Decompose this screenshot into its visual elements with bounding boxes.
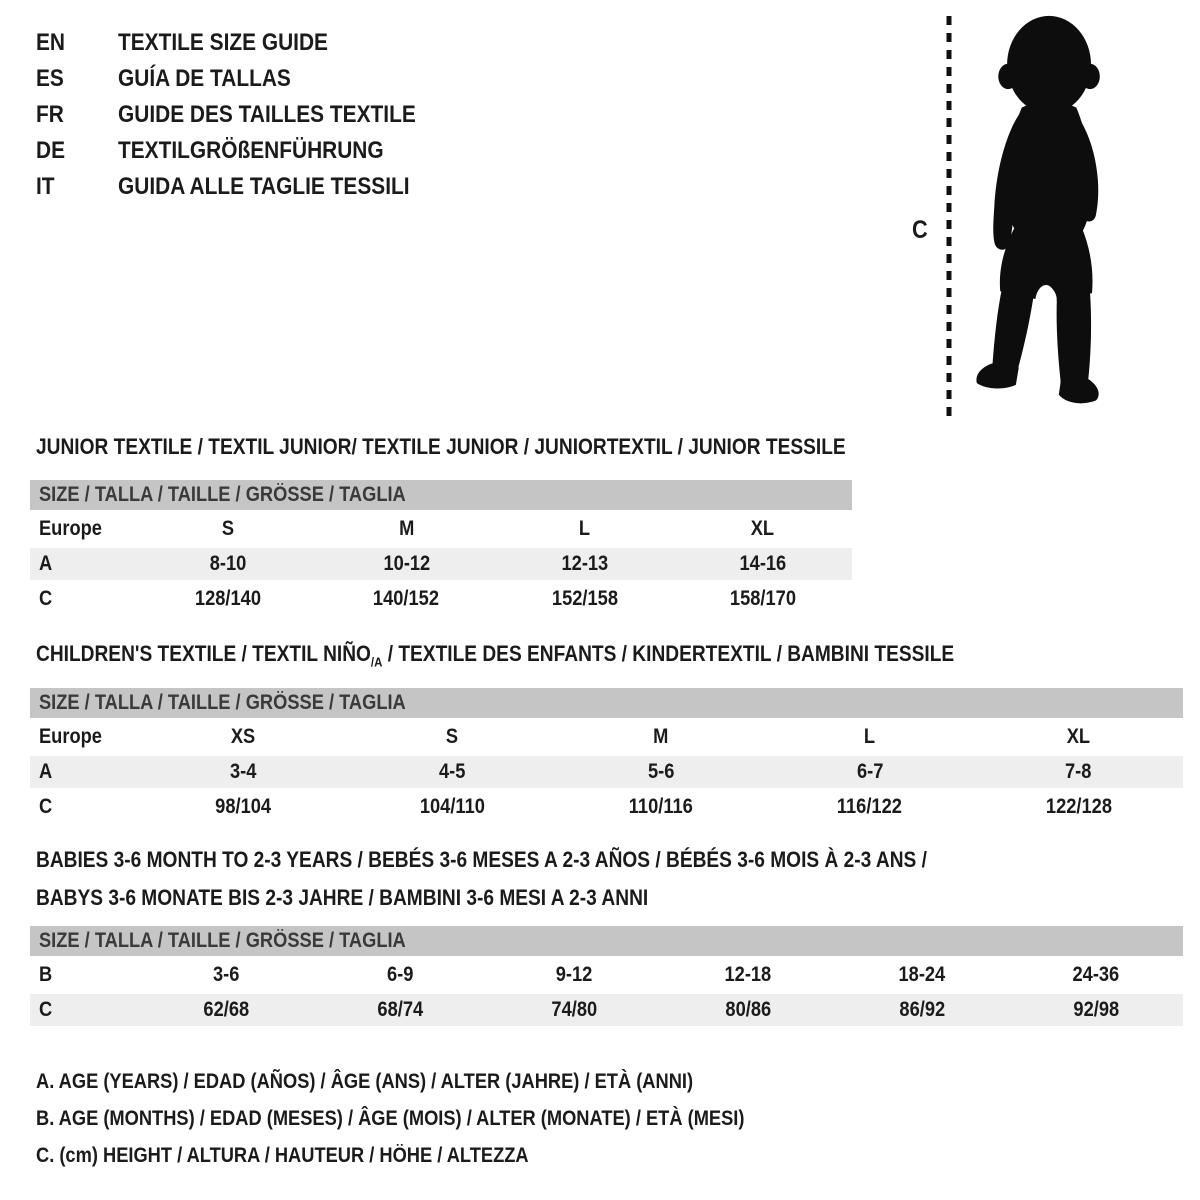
table-cell: 24-36	[1072, 963, 1120, 986]
table-cell: 110/116	[628, 795, 693, 818]
table-cell: 116/122	[837, 795, 903, 818]
table-cell: 140/152	[373, 587, 440, 610]
language-code: IT	[36, 173, 55, 200]
table-cell: 4-5	[438, 760, 466, 783]
size-header-label: SIZE / TALLA / TAILLE / GRÖSSE / TAGLIA	[39, 691, 406, 714]
language-code: EN	[36, 29, 66, 56]
table-cell: 12-13	[561, 552, 608, 575]
language-title: GUÍA DE TALLAS	[118, 65, 291, 92]
row-label: A	[39, 552, 53, 575]
size-header-band	[30, 926, 1183, 956]
table-cell: M	[398, 517, 414, 540]
table-cell: 68/74	[377, 998, 423, 1021]
row-label: C	[39, 795, 53, 818]
table-cell: 6-7	[856, 760, 883, 783]
children-title-suffix: / TEXTILE DES ENFANTS / KINDERTEXTIL / BAMBINI TESSILE	[382, 641, 955, 666]
table-cell: 98/104	[215, 795, 272, 818]
table-cell: 80/86	[725, 998, 771, 1021]
table-cell: 10-12	[383, 552, 430, 575]
row-label: Europe	[39, 517, 102, 540]
language-title: TEXTILGRÖßENFÜHRUNG	[118, 137, 384, 164]
language-row-it	[36, 169, 460, 205]
table-row-europe	[30, 513, 852, 545]
measurement-legend	[36, 1063, 850, 1174]
language-title: GUIDE DES TAILLES TEXTILE	[118, 101, 416, 128]
table-cell: S	[222, 517, 235, 540]
language-code: ES	[36, 65, 64, 92]
children-section-title	[36, 641, 1091, 669]
language-code: FR	[36, 101, 64, 128]
table-cell: 8-10	[209, 552, 247, 575]
babies-section-title-line2: BABYS 3-6 MONATE BIS 2-3 JAHRE / BAMBINI 3-6 MESI A 2-3 ANNI	[36, 885, 649, 910]
size-header-label: SIZE / TALLA / TAILLE / GRÖSSE / TAGLIA	[39, 483, 406, 506]
silhouette-leg-left	[992, 287, 1033, 369]
size-header-label: SIZE / TALLA / TAILLE / GRÖSSE / TAGLIA	[39, 929, 406, 952]
table-cell: S	[446, 725, 459, 748]
junior-size-table	[30, 480, 852, 615]
legend-line-b: B. AGE (MONTHS) / EDAD (MESES) / ÂGE (MOIS) / ALTER (MONATE) / ETÀ (MESI)	[36, 1106, 745, 1130]
silhouette-head	[1007, 16, 1091, 114]
language-title: GUIDA ALLE TAGLIE TESSILI	[118, 173, 410, 200]
language-title: TEXTILE SIZE GUIDE	[118, 29, 328, 56]
table-cell: 158/170	[729, 587, 796, 610]
table-cell: 74/80	[551, 998, 597, 1021]
table-row-height	[30, 791, 1183, 823]
babies-size-table	[30, 926, 1183, 1026]
table-cell: 62/68	[203, 998, 249, 1021]
children-title-prefix: CHILDREN'S TEXTILE / TEXTIL NIÑO	[36, 641, 371, 666]
row-label: A	[39, 760, 53, 783]
table-cell: 14-16	[739, 552, 787, 575]
language-row-de	[36, 133, 460, 169]
language-code: DE	[36, 137, 66, 164]
table-cell: 9-12	[555, 963, 593, 986]
silhouette-foot-left	[976, 363, 1018, 388]
children-title-text	[36, 641, 954, 669]
language-row-en	[36, 25, 460, 61]
size-header-band	[30, 688, 1183, 718]
table-row-europe	[30, 721, 1183, 753]
table-cell: XS	[231, 725, 256, 748]
table-row-height	[30, 994, 1183, 1026]
row-label: C	[39, 998, 53, 1021]
table-row-age-years	[30, 756, 1183, 788]
table-row-age-months	[30, 959, 1183, 991]
babies-section-title-line1: BABIES 3-6 MONTH TO 2-3 YEARS / BEBÉS 3-6 MESES A 2-3 AÑOS / BÉBÉS 3-6 MOIS À 2-3 ANS /	[36, 847, 927, 872]
language-title-list	[36, 25, 460, 205]
silhouette-foot-right	[1059, 379, 1099, 403]
legend-line-a: A. AGE (YEARS) / EDAD (AÑOS) / ÂGE (ANS) / ALTER (JAHRE) / ETÀ (ANNI)	[36, 1069, 694, 1093]
language-row-fr	[36, 97, 460, 133]
height-measure-line	[944, 14, 954, 418]
table-cell: XL	[751, 517, 775, 540]
table-cell: 92/98	[1073, 998, 1119, 1021]
toddler-silhouette	[962, 12, 1140, 422]
table-cell: 104/110	[419, 795, 485, 818]
row-label: C	[39, 587, 53, 610]
table-cell: 18-24	[898, 963, 946, 986]
table-cell: 128/140	[195, 587, 262, 610]
language-row-es	[36, 61, 460, 97]
table-cell: 152/158	[551, 587, 618, 610]
junior-section-title: JUNIOR TEXTILE / TEXTIL JUNIOR/ TEXTILE JUNIOR / JUNIORTEXTIL / JUNIOR TESSILE	[36, 434, 846, 459]
table-cell: 12-18	[724, 963, 772, 986]
table-cell: 7-8	[1065, 760, 1092, 783]
children-title-subscript: /A	[370, 654, 383, 670]
table-cell: 6-9	[386, 963, 414, 986]
table-cell: 5-6	[647, 760, 675, 783]
size-header-band	[30, 480, 852, 510]
table-cell: L	[579, 517, 591, 540]
table-cell: L	[864, 725, 876, 748]
table-cell: 3-6	[212, 963, 240, 986]
children-size-table	[30, 688, 1183, 823]
table-cell: XL	[1066, 725, 1091, 748]
height-measure-label: C	[912, 216, 928, 244]
row-label: B	[39, 963, 53, 986]
silhouette-shorts	[1000, 229, 1093, 301]
table-cell: 3-4	[230, 760, 257, 783]
table-row-age-years	[30, 548, 852, 580]
legend-line-c: C. (cm) HEIGHT / ALTURA / HAUTEUR / HÖHE / ALTEZZA	[36, 1143, 529, 1167]
table-cell: M	[653, 725, 669, 748]
silhouette-leg-right	[1057, 293, 1091, 383]
table-cell: 86/92	[899, 998, 945, 1021]
table-row-height	[30, 583, 852, 615]
table-cell: 122/128	[1045, 795, 1112, 818]
row-label: Europe	[39, 725, 102, 748]
